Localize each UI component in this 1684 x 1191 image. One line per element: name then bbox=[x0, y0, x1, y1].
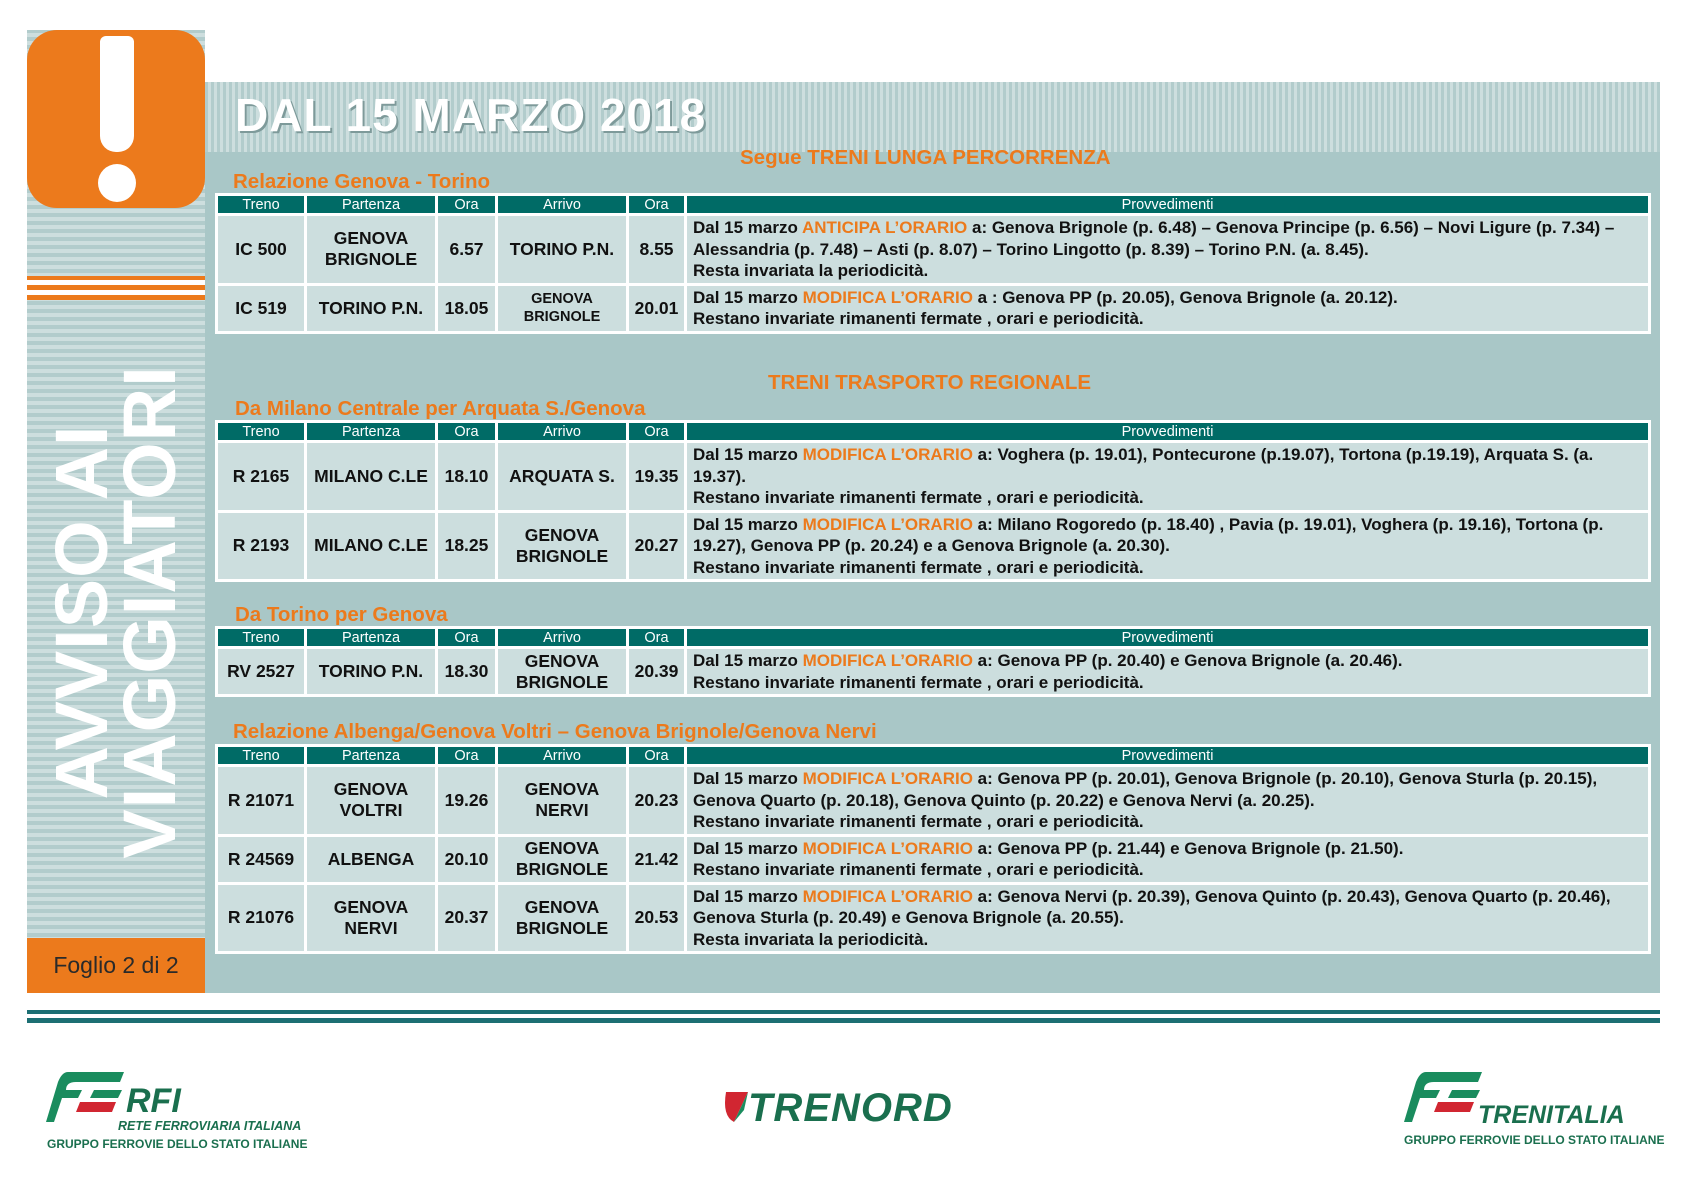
cell-provvedimenti: Dal 15 marzo ANTICIPA L’ORARIO a: Genova Brignole (p. 6.48) – Genova Principe (p. 6.56) – Novi Ligure (p. 7.34) – Alessandria (p. 7.48) – Asti (p. 8.07) – Torino Lingotto (p. 8.39) – Torino P.N. (a. 8.45). Resta invariata la periodicità. bbox=[687, 216, 1648, 283]
cell-provvedimenti: Dal 15 marzo MODIFICA L’ORARIO a : Genova PP (p. 20.05), Genova Brignole (a. 20.12). Restano invariate rimanenti fermate , orari e periodicità. bbox=[687, 286, 1648, 331]
cell-treno: RV 2527 bbox=[218, 649, 304, 694]
exclamation-bar bbox=[100, 36, 134, 152]
col-arrivo: Arrivo bbox=[498, 747, 626, 764]
exclamation-dot bbox=[98, 164, 136, 202]
col-ora: Ora bbox=[629, 747, 684, 764]
col-treno: Treno bbox=[218, 629, 304, 646]
cell-ora-arrivo: 20.53 bbox=[629, 885, 684, 952]
cell-ora-partenza: 20.10 bbox=[438, 837, 495, 882]
cell-arrivo: GENOVA BRIGNOLE bbox=[498, 286, 626, 331]
cell-treno: R 2165 bbox=[218, 443, 304, 510]
cell-partenza: ALBENGA bbox=[307, 837, 435, 882]
cell-provvedimenti: Dal 15 marzo MODIFICA L’ORARIO a: Genova PP (p. 20.40) e Genova Brignole (a. 20.46). Restano invariate rimanenti fermate , orari e periodicità. bbox=[687, 649, 1648, 694]
col-partenza: Partenza bbox=[307, 747, 435, 764]
cell-treno: IC 519 bbox=[218, 286, 304, 331]
table-row bbox=[218, 286, 1648, 331]
rfi-line2: GRUPPO FERROVIE DELLO STATO ITALIANE bbox=[47, 1137, 308, 1151]
col-arrivo: Arrivo bbox=[498, 629, 626, 646]
relation-title-genova-torino: Relazione Genova - Torino bbox=[233, 170, 491, 193]
cell-ora-partenza: 20.37 bbox=[438, 885, 495, 952]
col-partenza: Partenza bbox=[307, 629, 435, 646]
relation-title-torino: Da Torino per Genova bbox=[235, 603, 448, 626]
table-albenga-nervi bbox=[215, 744, 1651, 954]
cell-provvedimenti: Dal 15 marzo MODIFICA L’ORARIO a: Genova PP (p. 20.01), Genova Brignole (p. 20.10), Genova Sturla (p. 20.15), Genova Quarto (p. 20.18), Genova Quinto (p. 20.22) e Genova Nervi (a. 20.25). Restano invariate rimanenti fermate , orari e periodicità. bbox=[687, 767, 1648, 834]
table-row bbox=[218, 885, 1648, 952]
col-treno: Treno bbox=[218, 423, 304, 440]
cell-ora-partenza: 19.26 bbox=[438, 767, 495, 834]
footer-rule bbox=[27, 1010, 1660, 1023]
col-ora: Ora bbox=[438, 423, 495, 440]
cell-arrivo: GENOVA BRIGNOLE bbox=[498, 837, 626, 882]
cell-ora-arrivo: 8.55 bbox=[629, 216, 684, 283]
trenord-leaf-icon bbox=[720, 1090, 750, 1124]
relation-title-albenga: Relazione Albenga/Genova Voltri – Genova Brignole/Genova Nervi bbox=[233, 720, 877, 743]
cell-partenza: GENOVA BRIGNOLE bbox=[307, 216, 435, 283]
vertical-title-line2: VIAGGIATORI bbox=[108, 365, 191, 859]
cell-ora-partenza: 18.25 bbox=[438, 513, 495, 580]
rfi-name: RFI bbox=[126, 1082, 181, 1120]
cell-partenza: GENOVA NERVI bbox=[307, 885, 435, 952]
cell-provvedimenti: Dal 15 marzo MODIFICA L’ORARIO a: Genova PP (p. 21.44) e Genova Brignole (p. 21.50). Restano invariate rimanenti fermate , orari e periodicità. bbox=[687, 837, 1648, 882]
cell-provvedimenti: Dal 15 marzo MODIFICA L’ORARIO a: Genova Nervi (p. 20.39), Genova Quinto (p. 20.43), Genova Quarto (p. 20.46), Genova Sturla (p. 20.49) e Genova Brignole (a. 20.55). Resta invariata la periodicità. bbox=[687, 885, 1648, 952]
warning-icon bbox=[27, 30, 205, 208]
col-ora: Ora bbox=[438, 747, 495, 764]
cell-partenza: MILANO C.LE bbox=[307, 513, 435, 580]
cell-ora-partenza: 6.57 bbox=[438, 216, 495, 283]
table-milano-genova bbox=[215, 420, 1651, 582]
orange-stripes bbox=[27, 276, 205, 300]
col-ora: Ora bbox=[629, 423, 684, 440]
table-row bbox=[218, 216, 1648, 283]
trenitalia-line2: GRUPPO FERROVIE DELLO STATO ITALIANE bbox=[1404, 1133, 1665, 1147]
section-heading-regional: TRENI TRASPORTO REGIONALE bbox=[768, 371, 1092, 394]
cell-ora-arrivo: 20.39 bbox=[629, 649, 684, 694]
col-ora: Ora bbox=[629, 196, 684, 213]
page-title: DAL 15 MARZO 2018 bbox=[235, 89, 707, 141]
col-partenza: Partenza bbox=[307, 196, 435, 213]
fs-mark-icon bbox=[46, 1068, 126, 1126]
cell-ora-partenza: 18.05 bbox=[438, 286, 495, 331]
cell-arrivo: ARQUATA S. bbox=[498, 443, 626, 510]
cell-arrivo: TORINO P.N. bbox=[498, 216, 626, 283]
fs-mark-icon bbox=[1404, 1068, 1484, 1126]
col-provvedimenti: Provvedimenti bbox=[687, 196, 1648, 213]
cell-treno: IC 500 bbox=[218, 216, 304, 283]
trenord-name: TRENORD bbox=[748, 1086, 953, 1130]
trenitalia-name: TRENITALIA bbox=[1478, 1101, 1625, 1129]
table-row bbox=[218, 513, 1648, 580]
col-provvedimenti: Provvedimenti bbox=[687, 747, 1648, 764]
col-provvedimenti: Provvedimenti bbox=[687, 423, 1648, 440]
cell-ora-arrivo: 20.23 bbox=[629, 767, 684, 834]
cell-ora-partenza: 18.30 bbox=[438, 649, 495, 694]
cell-treno: R 2193 bbox=[218, 513, 304, 580]
table-row bbox=[218, 649, 1648, 694]
col-treno: Treno bbox=[218, 747, 304, 764]
col-arrivo: Arrivo bbox=[498, 423, 626, 440]
cell-treno: R 24569 bbox=[218, 837, 304, 882]
sheet-badge: Foglio 2 di 2 bbox=[27, 938, 205, 993]
section-heading-long-distance: Segue TRENI LUNGA PERCORRENZA bbox=[740, 146, 1111, 169]
col-provvedimenti: Provvedimenti bbox=[687, 629, 1648, 646]
cell-arrivo: GENOVA BRIGNOLE bbox=[498, 513, 626, 580]
cell-ora-partenza: 18.10 bbox=[438, 443, 495, 510]
relation-title-milano: Da Milano Centrale per Arquata S./Genova bbox=[235, 397, 646, 420]
cell-partenza: MILANO C.LE bbox=[307, 443, 435, 510]
cell-ora-arrivo: 19.35 bbox=[629, 443, 684, 510]
table-torino-genova bbox=[215, 626, 1651, 697]
table-row bbox=[218, 837, 1648, 882]
table-row bbox=[218, 443, 1648, 510]
cell-treno: R 21076 bbox=[218, 885, 304, 952]
cell-ora-arrivo: 21.42 bbox=[629, 837, 684, 882]
table-row bbox=[218, 767, 1648, 834]
cell-arrivo: GENOVA BRIGNOLE bbox=[498, 649, 626, 694]
cell-arrivo: GENOVA NERVI bbox=[498, 767, 626, 834]
col-partenza: Partenza bbox=[307, 423, 435, 440]
cell-partenza: GENOVA VOLTRI bbox=[307, 767, 435, 834]
cell-treno: R 21071 bbox=[218, 767, 304, 834]
cell-provvedimenti: Dal 15 marzo MODIFICA L’ORARIO a: Milano Rogoredo (p. 18.40) , Pavia (p. 19.01), Voghera (p. 19.16), Tortona (p. 19.27), Genova PP (p. 20.24) e a Genova Brignole (a. 20.30). Restano invariate rimanenti fermate , orari e periodicità. bbox=[687, 513, 1648, 580]
cell-partenza: TORINO P.N. bbox=[307, 286, 435, 331]
main-panel bbox=[205, 146, 1660, 993]
col-ora: Ora bbox=[629, 629, 684, 646]
col-treno: Treno bbox=[218, 196, 304, 213]
cell-provvedimenti: Dal 15 marzo MODIFICA L’ORARIO a: Voghera (p. 19.01), Pontecurone (p.19.07), Tortona (p.19.19), Arquata S. (a. 19.37). Restano invariate rimanenti fermate , orari e periodicità. bbox=[687, 443, 1648, 510]
cell-ora-arrivo: 20.01 bbox=[629, 286, 684, 331]
vertical-title-line1: AVVISO AI bbox=[40, 424, 123, 800]
col-ora: Ora bbox=[438, 196, 495, 213]
cell-partenza: TORINO P.N. bbox=[307, 649, 435, 694]
col-ora: Ora bbox=[438, 629, 495, 646]
page-header bbox=[205, 82, 1660, 152]
rfi-line1: RETE FERROVIARIA ITALIANA bbox=[118, 1119, 302, 1133]
col-arrivo: Arrivo bbox=[498, 196, 626, 213]
cell-ora-arrivo: 20.27 bbox=[629, 513, 684, 580]
table-genova-torino bbox=[215, 193, 1651, 334]
cell-arrivo: GENOVA BRIGNOLE bbox=[498, 885, 626, 952]
